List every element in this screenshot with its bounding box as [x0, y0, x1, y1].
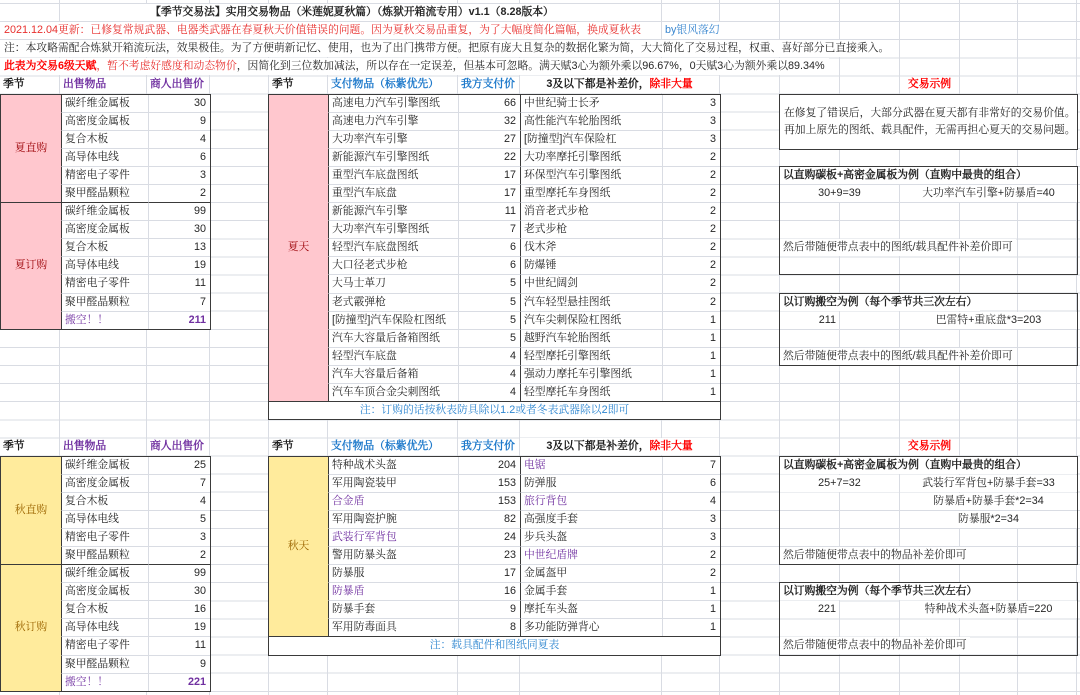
summer-direct-example [779, 166, 1078, 276]
sell-item-name: 复合木板 [61, 600, 148, 618]
sell-item-name: 聚甲醛晶颗粒 [61, 655, 148, 673]
summer-sell-table [0, 94, 211, 330]
filler-item-name: 中世纪盾牌 [520, 546, 662, 564]
filler-item-price: 1 [662, 618, 720, 636]
filler-item-name: 强动力摩托车引擎图纸 [520, 365, 662, 383]
sell-item-price: 9 [148, 112, 210, 130]
summer-header-season: 季节 [3, 78, 25, 91]
pay-item-price: 5 [458, 311, 520, 329]
pay-item-name: 老式霰弹枪 [328, 293, 458, 311]
intro-line: 在修复了错误后，大部分武器在夏天都有非常好的交易价值。 [784, 107, 1076, 119]
filler-item-price: 4 [662, 492, 720, 510]
sell-item-price: 19 [148, 256, 210, 274]
autumn-header-pay-season: 季节 [272, 440, 294, 453]
sell-item-price: 19 [148, 618, 210, 636]
sell-item-name: 复合木板 [61, 130, 148, 148]
example-footer: 然后带随便带点表中的物品补差价即可 [780, 637, 970, 654]
filler-item-name: 中世纪阔剑 [520, 274, 662, 292]
sell-item-price: 11 [148, 274, 210, 292]
filler-item-price: 2 [662, 238, 720, 256]
pay-item-name: [防撞型]汽车保险杠图纸 [328, 311, 458, 329]
sell-item-price: 99 [148, 202, 210, 220]
pay-item-name: 军用陶瓷装甲 [328, 474, 458, 492]
filler-item-name: 轻型摩托车身图纸 [520, 383, 662, 401]
talent-note [0, 58, 829, 75]
example-footer: 然后带随便带点表中的物品补差价即可 [780, 547, 970, 564]
sell-item-price: 4 [148, 130, 210, 148]
sell-item-price: 25 [148, 456, 210, 474]
sell-item-price: 9 [148, 655, 210, 673]
pay-item-price: 5 [458, 293, 520, 311]
sell-item-price: 7 [148, 293, 210, 311]
sheet-title: 【季节交易法】实用交易物品（米莲妮夏秋篇）（炼狱开箱流专用）v1.1（8.28版本） [146, 4, 558, 21]
summer-table-note: 注：订购的话按秋表防具除以1.2或者冬表武器除以2即可 [268, 401, 720, 419]
filler-item-price: 2 [662, 148, 720, 166]
pay-item-name: 防暴服 [328, 564, 458, 582]
filler-item-price: 7 [662, 456, 720, 474]
summer-header-sell-item: 出售物品 [63, 78, 107, 91]
autumn-header-our-price: 我方支付价 [461, 440, 515, 453]
filler-item-price: 2 [662, 274, 720, 292]
talent-emphasis: 此表为交易6级天赋 [4, 60, 97, 73]
filler-item-name: 中世纪骑士长矛 [520, 94, 662, 112]
sell-item-name: 复合木板 [61, 238, 148, 256]
sell-item-name: 精密电子零件 [61, 166, 148, 184]
talent-detail: ，因简化到三位数加减法，所以存在一定误差，但基本可忽略。满天赋3心为额外乘以96.67%，0天赋3心为额外乘以89.34% [236, 60, 825, 73]
filler-item-name: 防爆锤 [520, 256, 662, 274]
pay-item-name: 防暴手套 [328, 600, 458, 618]
filler-item-name: 金属手套 [520, 582, 662, 600]
title-row [0, 4, 704, 21]
filler-header-prefix: 3及以下都是补差价， [546, 440, 650, 453]
filler-item-price: 2 [662, 202, 720, 220]
filler-header-prefix: 3及以下都是补差价， [546, 78, 650, 91]
sell-item-name: 高密度金属板 [61, 474, 148, 492]
pay-item-price: 66 [458, 94, 520, 112]
example-heading: 以订购搬空为例（每个季节共三次左右） [780, 583, 980, 600]
pay-item-price: 6 [458, 256, 520, 274]
summer-header-example [900, 76, 959, 93]
sell-item-name: 碳纤维金属板 [61, 564, 148, 582]
clear-all-label: 搬空！！ [61, 311, 148, 329]
filler-item-price: 3 [662, 130, 720, 148]
pay-item-price: 4 [458, 347, 520, 365]
pay-item-name: 大马士革刀 [328, 274, 458, 292]
autumn-header-season: 季节 [3, 440, 25, 453]
pay-item-name: 新能源汽车引擎图纸 [328, 148, 458, 166]
autumn-header-pay-item: 支付物品（标紫优先） [331, 440, 439, 453]
example-calc: 221 [780, 601, 839, 618]
intro-note: 注：本攻略需配合炼狱开箱流玩法，效果极佳。为了方便萌新记忆、使用，也为了出门携带方便。把原有庞大且复杂的数据化繁为简，大大简化了交易过程，权重、喜好部分已直接乘入。 [0, 40, 893, 57]
sell-item-price: 2 [148, 184, 210, 202]
filler-header-emphasis: 除非大量 [649, 440, 693, 453]
sell-item-name: 高导体电线 [61, 510, 148, 528]
filler-item-name: 环保型汽车引擎图纸 [520, 166, 662, 184]
sell-item-price: 6 [148, 148, 210, 166]
filler-item-name: 消音老式步枪 [520, 202, 662, 220]
update-row [0, 22, 645, 39]
pay-item-name: 轻型汽车底盘 [328, 347, 458, 365]
autumn-table-note: 注：载具配件和图纸同夏表 [268, 636, 720, 654]
summer-header-merchant-price: 商人出售价 [150, 78, 204, 91]
filler-item-name: 伐木斧 [520, 238, 662, 256]
filler-item-price: 1 [662, 582, 720, 600]
filler-item-price: 2 [662, 220, 720, 238]
sell-item-price: 30 [148, 220, 210, 238]
summer-header-pay-season: 季节 [272, 78, 294, 91]
autumn-header-sell-item: 出售物品 [63, 440, 107, 453]
pay-item-name: 防暴盾 [328, 582, 458, 600]
example-calc: 211 [780, 312, 839, 329]
author-credit: by银风落幻 [662, 22, 723, 39]
pay-item-name: 军用陶瓷护腕 [328, 510, 458, 528]
pay-item-price: 24 [458, 528, 520, 546]
autumn-order-example [779, 582, 1078, 655]
example-title: 交易示例 [907, 440, 952, 453]
talent-row [0, 58, 829, 75]
sell-item-price: 16 [148, 600, 210, 618]
filler-header-emphasis: 除非大量 [649, 78, 693, 91]
autumn-sell-table [0, 456, 211, 692]
filler-item-name: 越野汽车轮胎图纸 [520, 329, 662, 347]
sell-item-name: 聚甲醛晶颗粒 [61, 184, 148, 202]
sell-item-name: 高密度金属板 [61, 582, 148, 600]
filler-item-price: 3 [662, 510, 720, 528]
example-heading: 以直购碳板+高密金属板为例（直购中最贵的组合） [780, 457, 1077, 474]
pay-item-name: 汽车大容量后备箱 [328, 365, 458, 383]
pay-item-name: 轻型汽车底盘图纸 [328, 238, 458, 256]
sell-item-price: 13 [148, 238, 210, 256]
pay-item-price: 4 [458, 383, 520, 401]
filler-item-price: 3 [662, 94, 720, 112]
intro-line: 再加上原先的图纸、载具配件，无需再担心夏天的交易问题。 [784, 123, 1076, 136]
filler-item-name: 步兵头盔 [520, 528, 662, 546]
autumn-pay-table [268, 456, 721, 656]
pay-item-name: 汽车大容量后备箱图纸 [328, 329, 458, 347]
pay-item-price: 22 [458, 148, 520, 166]
pay-item-name: 合金盾 [328, 492, 458, 510]
example-heading: 以直购碳板+高密金属板为例（直购中最贵的组合） [780, 167, 1077, 184]
pay-item-name: 军用防毒面具 [328, 618, 458, 636]
sell-item-name: 精密电子零件 [61, 636, 148, 654]
filler-item-name: 电锯 [520, 456, 662, 474]
pay-item-price: 17 [458, 184, 520, 202]
example-calc: 25+7=32 [780, 475, 899, 492]
sell-item-name: 高导体电线 [61, 148, 148, 166]
summer-example-intro [779, 94, 1078, 150]
pay-item-name: 大功率汽车引擎图纸 [328, 220, 458, 238]
pay-item-name: 新能源汽车引擎 [328, 202, 458, 220]
sell-item-price: 4 [148, 492, 210, 510]
sell-item-price: 7 [148, 474, 210, 492]
filler-item-price: 2 [662, 256, 720, 274]
filler-item-name: 汽车尖刺保险杠图纸 [520, 311, 662, 329]
autumn-header-example [900, 438, 959, 455]
pay-item-price: 17 [458, 166, 520, 184]
sell-item-price: 11 [148, 636, 210, 654]
pay-item-price: 5 [458, 274, 520, 292]
pay-item-name: 高速电力汽车引擎图纸 [328, 94, 458, 112]
sell-item-name: 高导体电线 [61, 618, 148, 636]
filler-item-name: 摩托车头盔 [520, 600, 662, 618]
autumn-direct-example [779, 456, 1078, 566]
sell-item-price: 30 [148, 582, 210, 600]
sell-item-name: 高导体电线 [61, 256, 148, 274]
pay-item-price: 4 [458, 365, 520, 383]
example-footer: 然后带随便带点表中的图纸/载具配件补差价即可 [780, 348, 1016, 365]
filler-item-price: 1 [662, 347, 720, 365]
sell-item-name: 精密电子零件 [61, 528, 148, 546]
clear-all-total: 221 [148, 673, 210, 691]
example-combo: 巴雷特+重底盘*3=203 [900, 312, 1077, 329]
group-label-summer-direct: 夏直购 [0, 94, 61, 203]
group-label-summer-order: 夏订购 [0, 202, 61, 329]
summer-header-pay-item: 支付物品（标紫优先） [331, 78, 439, 91]
pay-item-name: 武装行军背包 [328, 528, 458, 546]
sell-item-name: 复合木板 [61, 492, 148, 510]
filler-item-name: 旅行背包 [520, 492, 662, 510]
pay-item-name: 重型汽车底盘图纸 [328, 166, 458, 184]
sell-item-price: 3 [148, 528, 210, 546]
filler-item-name: 多功能防弹背心 [520, 618, 662, 636]
example-combo: 大功率汽车引擎+防暴盾=40 [900, 185, 1077, 202]
pay-item-price: 82 [458, 510, 520, 528]
sell-item-name: 碳纤维金属板 [61, 202, 148, 220]
pay-item-price: 32 [458, 112, 520, 130]
summer-header-our-price: 我方支付价 [461, 78, 515, 91]
filler-item-price: 1 [662, 311, 720, 329]
example-heading: 以订购搬空为例（每个季节共三次左右） [780, 294, 980, 311]
group-label-autumn-order: 秋订购 [0, 564, 61, 691]
example-combo: 防暴服*2=34 [900, 511, 1077, 528]
sell-item-price: 99 [148, 564, 210, 582]
filler-item-name: 金属盔甲 [520, 564, 662, 582]
sell-item-price: 30 [148, 94, 210, 112]
clear-all-label: 搬空！！ [61, 673, 148, 691]
sell-item-name: 聚甲醛晶颗粒 [61, 293, 148, 311]
talent-warning: ，暂不考虑好感度和动态物价 [96, 60, 237, 73]
filler-item-name: 老式步枪 [520, 220, 662, 238]
filler-item-name: 汽车轻型悬挂图纸 [520, 293, 662, 311]
pay-item-price: 5 [458, 329, 520, 347]
filler-item-price: 2 [662, 564, 720, 582]
example-combo: 武装行军背包+防暴手套=33 [900, 475, 1077, 492]
filler-item-price: 1 [662, 383, 720, 401]
filler-item-name: 重型摩托车身图纸 [520, 184, 662, 202]
pay-item-price: 7 [458, 220, 520, 238]
sell-item-price: 5 [148, 510, 210, 528]
pay-item-price: 204 [458, 456, 520, 474]
pay-item-name: 重型汽车底盘 [328, 184, 458, 202]
filler-item-name: 高强度手套 [520, 510, 662, 528]
pay-item-name: 警用防暴头盔 [328, 546, 458, 564]
pay-item-price: 153 [458, 474, 520, 492]
sell-item-name: 精密电子零件 [61, 274, 148, 292]
pay-item-price: 27 [458, 130, 520, 148]
filler-item-price: 1 [662, 329, 720, 347]
example-calc: 30+9=39 [780, 185, 899, 202]
autumn-header-merchant-price: 商人出售价 [150, 440, 204, 453]
sell-item-name: 高密度金属板 [61, 112, 148, 130]
pay-item-price: 6 [458, 238, 520, 256]
season-label-autumn: 秋天 [268, 456, 328, 637]
author-cell [662, 22, 723, 39]
filler-item-name: 高性能汽车轮胎图纸 [520, 112, 662, 130]
pay-item-price: 11 [458, 202, 520, 220]
filler-item-price: 1 [662, 600, 720, 618]
pay-item-name: 特种战术头盔 [328, 456, 458, 474]
intro-row [0, 40, 893, 57]
filler-item-price: 2 [662, 166, 720, 184]
sell-item-name: 碳纤维金属板 [61, 94, 148, 112]
pay-item-price: 9 [458, 600, 520, 618]
summer-header-filler [520, 76, 719, 93]
sell-item-name: 高密度金属板 [61, 220, 148, 238]
filler-item-name: 大功率摩托引擎图纸 [520, 148, 662, 166]
filler-item-name: 轻型摩托引擎图纸 [520, 347, 662, 365]
filler-item-price: 2 [662, 293, 720, 311]
pay-item-name: 汽车车顶合金尖刺图纸 [328, 383, 458, 401]
filler-item-price: 3 [662, 112, 720, 130]
filler-item-name: [防撞型]汽车保险杠 [520, 130, 662, 148]
filler-item-name: 防弹服 [520, 474, 662, 492]
clear-all-total: 211 [148, 311, 210, 329]
update-note: 2021.12.04更新：已修复常规武器、电器类武器在春夏秋天价值错误的问题。因为夏秋交易品重复，为了大幅度简化篇幅，换成夏秋表 [0, 22, 645, 39]
pay-item-price: 8 [458, 618, 520, 636]
pay-item-name: 大功率汽车引擎 [328, 130, 458, 148]
filler-item-price: 1 [662, 365, 720, 383]
sell-item-price: 2 [148, 546, 210, 564]
filler-item-price: 2 [662, 184, 720, 202]
pay-item-price: 23 [458, 546, 520, 564]
example-combo: 防暴盾+防暴手套*2=34 [900, 493, 1077, 510]
pay-item-name: 大口径老式步枪 [328, 256, 458, 274]
sell-item-name: 聚甲醛晶颗粒 [61, 546, 148, 564]
sell-item-name: 碳纤维金属板 [61, 456, 148, 474]
group-label-autumn-direct: 秋直购 [0, 456, 61, 565]
pay-item-price: 153 [458, 492, 520, 510]
pay-item-price: 16 [458, 582, 520, 600]
filler-item-price: 3 [662, 528, 720, 546]
summer-order-example [779, 293, 1078, 366]
pay-item-price: 17 [458, 564, 520, 582]
autumn-header-filler [520, 438, 719, 455]
example-combo: 特种战术头盔+防暴盾=220 [900, 601, 1077, 618]
example-title: 交易示例 [907, 78, 952, 91]
season-label-summer: 夏天 [268, 94, 328, 402]
example-footer: 然后带随便带点表中的图纸/载具配件补差价即可 [780, 239, 1016, 256]
pay-item-name: 高速电力汽车引擎 [328, 112, 458, 130]
sell-item-price: 3 [148, 166, 210, 184]
filler-item-price: 6 [662, 474, 720, 492]
filler-item-price: 2 [662, 546, 720, 564]
summer-pay-table [268, 94, 721, 421]
